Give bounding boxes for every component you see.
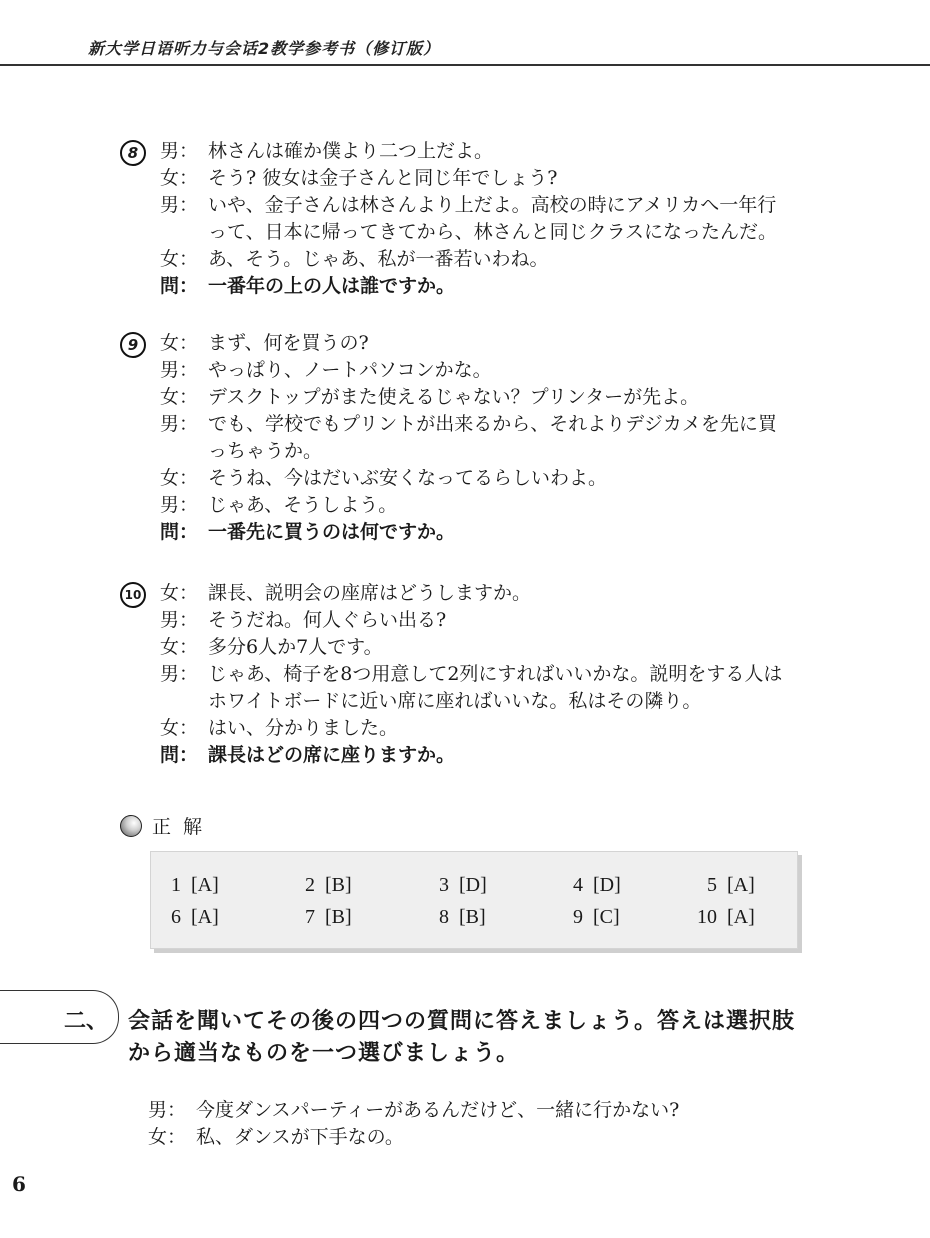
question-label: 問： <box>160 744 199 766</box>
dialogue-line <box>120 492 860 519</box>
speaker-label: 男： <box>160 494 199 516</box>
question-text: 一番先に買うのは何ですか。 <box>208 521 456 543</box>
dialogue-9 <box>120 330 860 546</box>
question-label: 問： <box>160 275 199 297</box>
dialogue-text-continued: ホワイトボードに近い席に座ればいいな。私はその隣り。 <box>208 690 702 712</box>
dialogue-line <box>120 138 860 165</box>
answer-item: 5 [A] <box>707 874 755 896</box>
dialogue-line <box>120 465 860 492</box>
section-instruction <box>128 1006 858 1070</box>
question-number-badge: 10 <box>120 582 146 608</box>
dialogue-text: まず、何を買うの? <box>208 332 369 354</box>
dialogue-line <box>120 1097 860 1124</box>
question-line <box>120 519 860 546</box>
dialogue-text: 多分6人か7人です。 <box>208 636 383 658</box>
answers-heading <box>120 812 214 839</box>
disc-icon <box>120 815 142 837</box>
answer-item: 6 [A] <box>171 906 219 928</box>
answers-label: 正解 <box>152 816 215 838</box>
question-label: 問： <box>160 521 199 543</box>
dialogue-line <box>120 330 860 357</box>
dialogue-line <box>120 607 860 634</box>
section-instruction-line: 会話を聞いてその後の四つの質問に答えましょう。答えは選択肢 <box>128 1009 796 1034</box>
section-number: 二、 <box>64 1009 109 1034</box>
speaker-label: 女： <box>160 332 199 354</box>
answer-item: 8 [B] <box>439 906 486 928</box>
dialogue-text: あ、そう。じゃあ、私が一番若いわね。 <box>208 248 549 270</box>
dialogue-text: はい、分かりました。 <box>208 717 399 739</box>
question-number-badge: 9 <box>120 332 146 358</box>
question-text: 課長はどの席に座りますか。 <box>208 744 456 766</box>
dialogue-text: 課長、説明会の座席はどうしますか。 <box>208 582 532 604</box>
speaker-label: 女： <box>160 467 199 489</box>
speaker-label: 女： <box>160 717 199 739</box>
dialogue-text: 私、ダンスが下手なの。 <box>196 1126 404 1148</box>
question-line <box>120 273 860 300</box>
speaker-label: 女： <box>160 386 199 408</box>
dialogue-text: でも、学校でもプリントが出来るから、それよりデジカメを先に買 <box>208 413 777 435</box>
dialogue-line <box>120 384 860 411</box>
dialogue-text: そうだね。何人ぐらい出る? <box>208 609 447 631</box>
speaker-label: 男： <box>160 359 199 381</box>
dialogue-line <box>120 165 860 192</box>
answer-item: 9 [C] <box>573 906 620 928</box>
dialogue-line <box>120 357 860 384</box>
dialogue-text: 今度ダンスパーティーがあるんだけど、一緒に行かない? <box>196 1099 680 1121</box>
dialogue-text: いや、金子さんは林さんより上だよ。高校の時にアメリカへ一年行 <box>208 194 777 216</box>
dialogue-line <box>120 1124 860 1151</box>
header-title: 新大学日语听力与会话2教学参考书（修订版） <box>88 39 441 58</box>
speaker-label: 男： <box>160 413 199 435</box>
answer-item: 7 [B] <box>305 906 352 928</box>
dialogue-8 <box>120 138 860 300</box>
dialogue-text: じゃあ、椅子を8つ用意して2列にすればいいかな。説明をする人は <box>208 663 783 685</box>
dialogue-text: デスクトップがまた使えるじゃない？プリンターが先よ。 <box>208 386 700 408</box>
speaker-label: 男： <box>160 609 199 631</box>
question-number-badge: 8 <box>120 140 146 166</box>
answer-item: 10 [A] <box>697 906 755 928</box>
dialogue-text-continued: って、日本に帰ってきてから、林さんと同じクラスになったんだ。 <box>208 221 778 243</box>
speaker-label: 男： <box>160 194 199 216</box>
dialogue-text: やっぱり、ノートパソコンかな。 <box>208 359 492 381</box>
dialogue-text: そうね、今はだいぶ安くなってるらしいわよ。 <box>208 467 608 489</box>
section-instruction-line: から適当なものを一つ選びましょう。 <box>128 1041 520 1066</box>
speaker-label: 女： <box>160 248 199 270</box>
dialogue-line <box>120 192 860 246</box>
dialogue-line <box>120 715 860 742</box>
dialogue-line <box>120 634 860 661</box>
dialogue-line <box>120 580 860 607</box>
dialogue-text: 林さんは確か僕より二つ上だよ。 <box>208 140 494 162</box>
dialogue-text: そう? 彼女は金子さんと同じ年でしょう? <box>208 167 558 189</box>
answer-key-box <box>150 851 798 949</box>
answer-item: 4 [D] <box>573 874 621 896</box>
speaker-label: 女： <box>160 167 199 189</box>
question-text: 一番年の上の人は誰ですか。 <box>208 275 456 297</box>
dialogue-text-continued: っちゃうか。 <box>208 440 323 462</box>
speaker-label: 女： <box>160 582 199 604</box>
answer-item: 2 [B] <box>305 874 352 896</box>
speaker-label: 男： <box>160 140 199 162</box>
speaker-label: 女： <box>148 1126 187 1148</box>
dialogue-section2 <box>120 1097 860 1151</box>
dialogue-text: じゃあ、そうしよう。 <box>208 494 398 516</box>
answer-item: 3 [D] <box>439 874 487 896</box>
speaker-label: 女： <box>160 636 199 658</box>
dialogue-line <box>120 661 860 715</box>
header-rule <box>0 64 930 66</box>
dialogue-10 <box>120 580 860 769</box>
dialogue-line <box>120 246 860 273</box>
answer-item: 1 [A] <box>171 874 219 896</box>
page-number: 6 <box>12 1172 26 1196</box>
speaker-label: 男： <box>160 663 199 685</box>
dialogue-line <box>120 411 860 465</box>
speaker-label: 男： <box>148 1099 187 1121</box>
question-line <box>120 742 860 769</box>
